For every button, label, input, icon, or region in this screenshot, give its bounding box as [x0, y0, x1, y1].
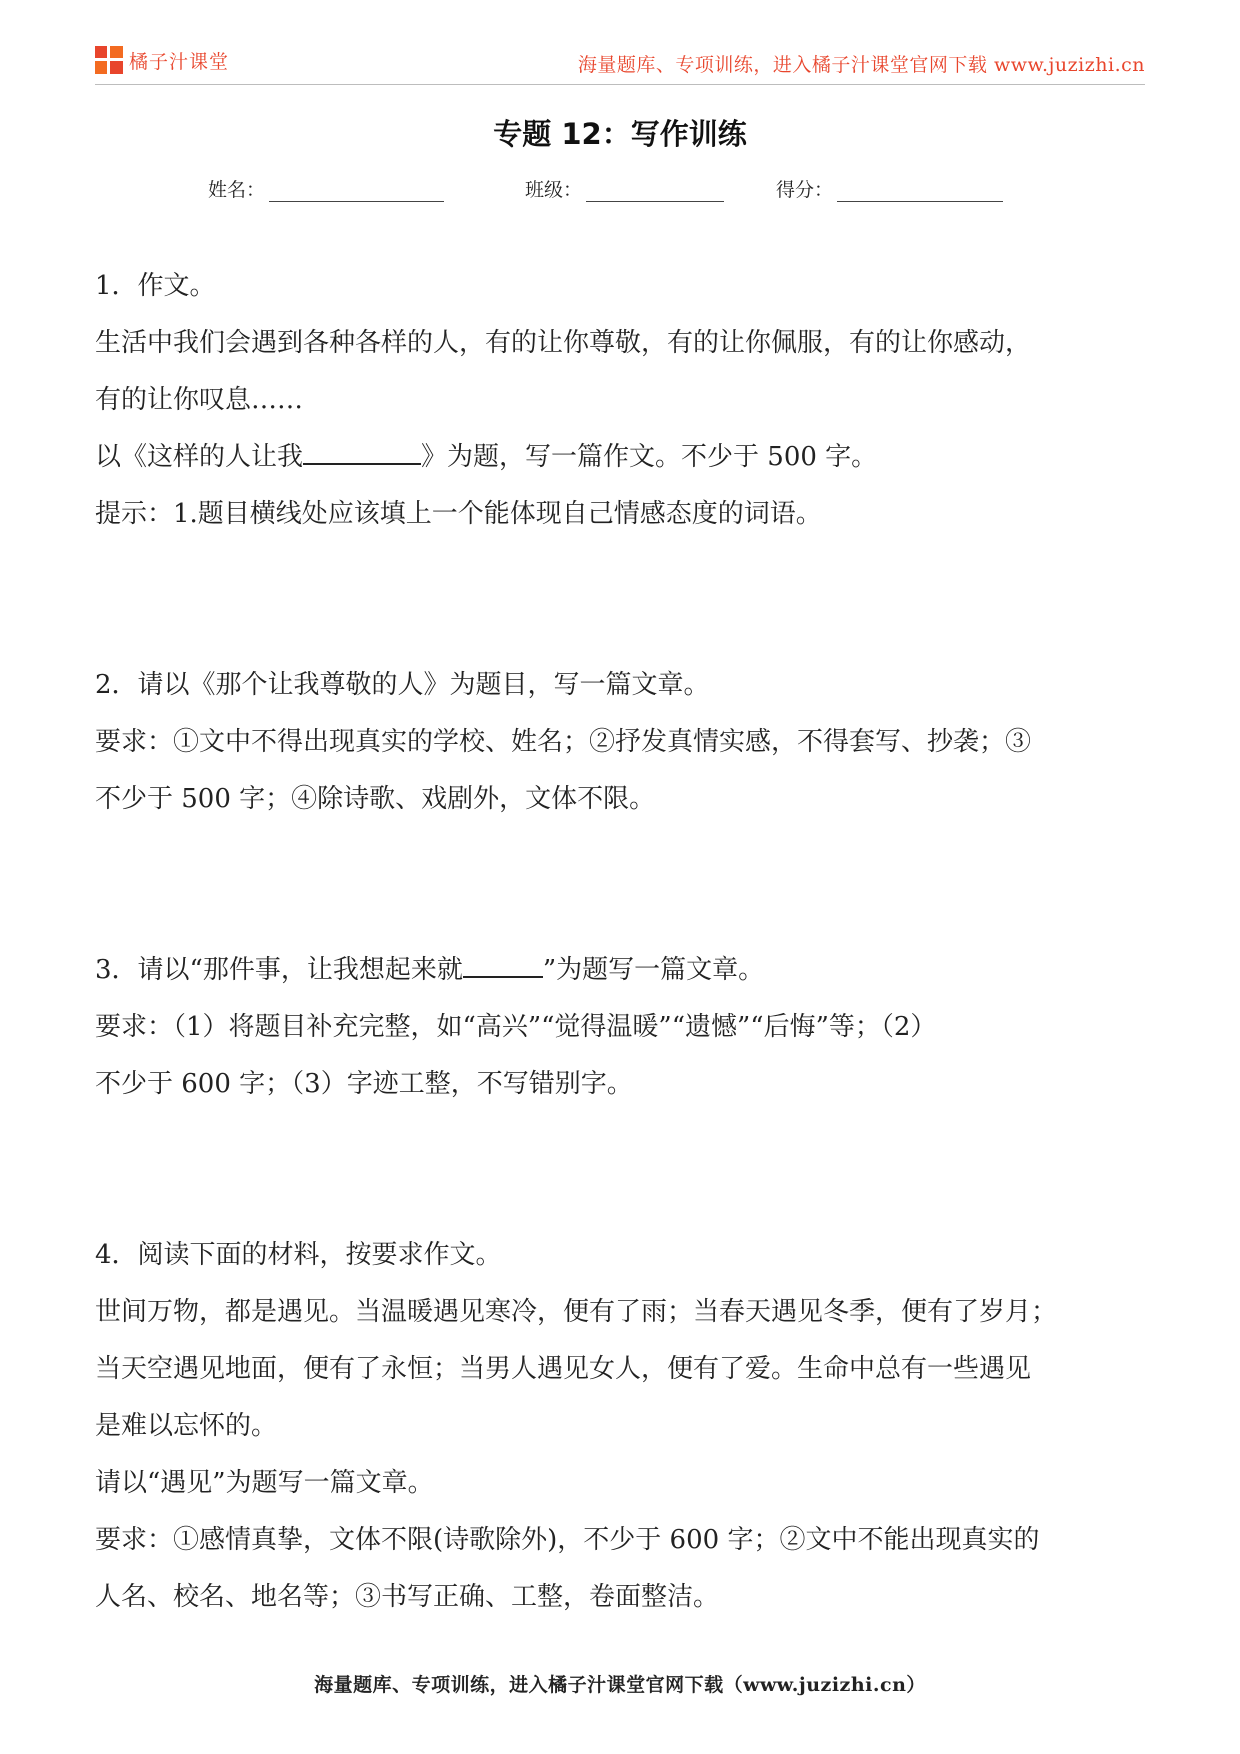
question-3: [95, 942, 1155, 1113]
question-1-text: 有的让你叹息……: [95, 385, 304, 415]
page-title: 专题 12：写作训练: [493, 117, 747, 151]
question-4: [95, 1227, 1155, 1626]
question-1-text: 生活中我们会遇到各种各样的人，有的让你尊敬，有的让你佩服，有的让你感动，: [95, 328, 1032, 358]
question-1: [95, 258, 1155, 543]
class-label: 班级：: [525, 179, 583, 201]
question-3-heading: 3．请以“那件事，让我想起来就 ”为题写一篇文章。: [95, 942, 1155, 999]
question-3-requirements: 要求：（1）将题目补充完整，如“高兴”“觉得温暖”“遗憾”“后悔”等；（2）: [95, 1012, 937, 1042]
score-label: 得分：: [776, 179, 834, 201]
logo-icon: [95, 46, 123, 74]
questions-body: [95, 258, 1155, 1626]
name-field[interactable]: [208, 175, 444, 202]
title-blank: [303, 433, 421, 465]
question-1-heading: 1．作文。: [95, 271, 216, 301]
score-blank[interactable]: [837, 183, 1003, 202]
question-1-hint: 提示：1.题目横线处应该填上一个能体现自己情感态度的词语。: [95, 499, 822, 529]
question-4-material: 世间万物，都是遇见。当温暖遇见寒冷，便有了雨；当春天遇见冬季，便有了岁月；: [95, 1297, 1058, 1327]
question-4-requirements: 人名、校名、地名等；③书写正确、工整，卷面整洁。: [95, 1582, 720, 1612]
score-field[interactable]: [776, 175, 1003, 202]
name-label: 姓名：: [208, 179, 266, 201]
header-tagline: 海量题库、专项训练，进入橘子汁课堂官网下载 www.juzizhi.cn: [577, 54, 1145, 76]
question-2-heading: 2．请以《那个让我尊敬的人》为题目，写一篇文章。: [95, 670, 710, 700]
page-footer: 海量题库、专项训练，进入橘子汁课堂官网下载（www.juzizhi.cn）: [314, 1674, 926, 1696]
question-4-prompt: 请以“遇见”为题写一篇文章。: [95, 1468, 434, 1498]
question-1-prompt: 以《这样的人让我 》为题，写一篇作文。不少于 500 字。: [95, 429, 1155, 486]
question-2-requirements: 不少于 500 字；④除诗歌、戏剧外，文体不限。: [95, 784, 656, 814]
question-3-requirements: 不少于 600 字；（3）字迹工整，不写错别字。: [95, 1069, 633, 1099]
question-4-material: 是难以忘怀的。: [95, 1411, 278, 1441]
question-2: [95, 657, 1155, 828]
title-blank: [463, 946, 543, 978]
logo-text: 橘子汁课堂: [129, 50, 230, 73]
page-header: [95, 40, 1145, 85]
question-4-material: 当天空遇见地面，便有了永恒；当男人遇见女人，便有了爱。生命中总有一些遇见: [95, 1354, 1032, 1384]
question-2-requirements: 要求：①文中不得出现真实的学校、姓名；②抒发真情实感，不得套写、抄袭；③: [95, 727, 1032, 757]
question-4-heading: 4．阅读下面的材料，按要求作文。: [95, 1240, 502, 1270]
class-field[interactable]: [525, 175, 724, 202]
question-4-requirements: 要求：①感情真挚，文体不限(诗歌除外)，不少于 600 字；②文中不能出现真实的: [95, 1525, 1040, 1555]
name-blank[interactable]: [269, 183, 444, 202]
brand-logo: [95, 46, 229, 74]
class-blank[interactable]: [586, 183, 724, 202]
